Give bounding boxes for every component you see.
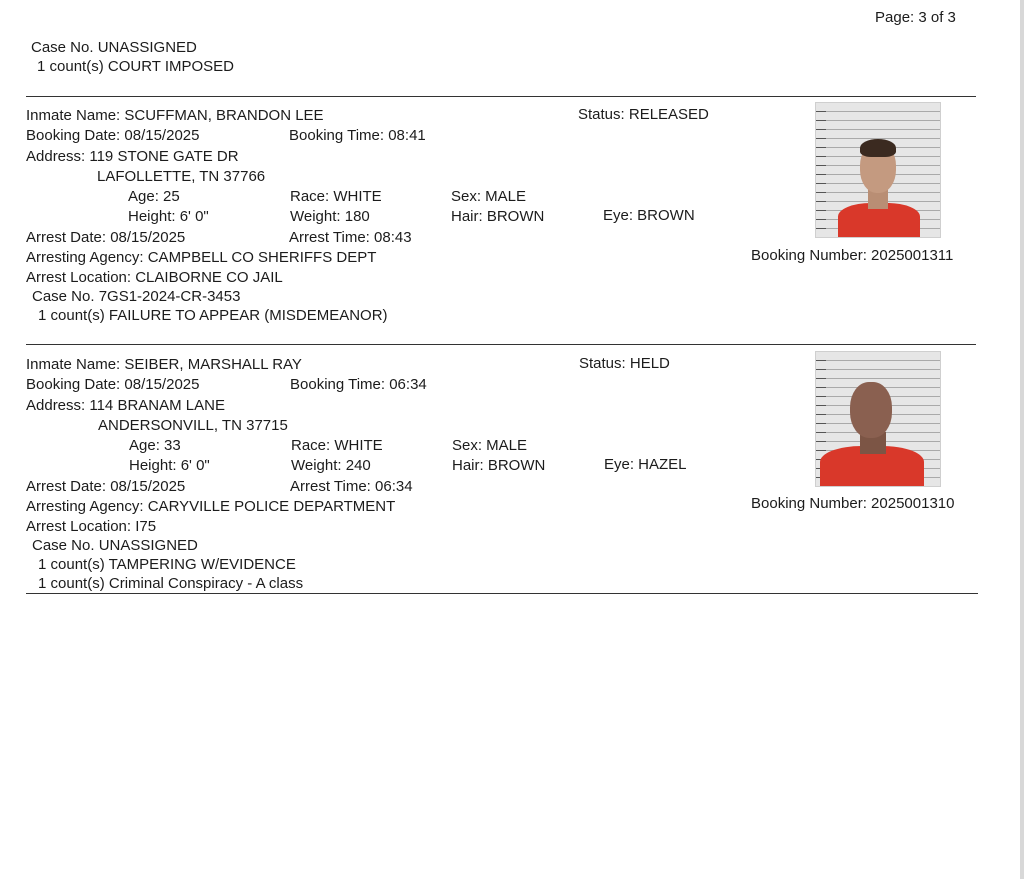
charge-count: 1 count(s) Criminal Conspiracy - A class [38, 575, 304, 592]
case-number: Case No. UNASSIGNED [31, 39, 197, 56]
height: Height: 6' 0" [129, 457, 210, 474]
address-line-2: ANDERSONVILL, TN 37715 [98, 417, 288, 434]
inmate-name: Inmate Name: SCUFFMAN, BRANDON LEE [26, 107, 324, 124]
charge-count: 1 count(s) FAILURE TO APPEAR (MISDEMEANOR) [38, 307, 388, 324]
arrest-date: Arrest Date: 08/15/2025 [26, 478, 186, 495]
age: Age: 33 [129, 437, 181, 454]
address-line-1: Address: 114 BRANAM LANE [26, 397, 225, 414]
address-line-1: Address: 119 STONE GATE DR [26, 148, 239, 165]
arrest-time: Arrest Time: 06:34 [290, 478, 413, 495]
hair: Hair: BROWN [451, 208, 545, 225]
booking-date: Booking Date: 08/15/2025 [26, 376, 200, 393]
sex: Sex: MALE [452, 437, 528, 454]
case-number: Case No. UNASSIGNED [32, 537, 198, 554]
arrest-location: Arrest Location: I75 [26, 518, 157, 535]
race: Race: WHITE [291, 437, 383, 454]
divider [26, 344, 976, 345]
charge-count: 1 count(s) TAMPERING W/EVIDENCE [38, 556, 296, 573]
arresting-agency: Arresting Agency: CARYVILLE POLICE DEPARTMENT [26, 498, 396, 515]
booking-date: Booking Date: 08/15/2025 [26, 127, 200, 144]
case-number: Case No. 7GS1-2024-CR-3453 [32, 288, 241, 305]
sex: Sex: MALE [451, 188, 527, 205]
arrest-time: Arrest Time: 08:43 [289, 229, 412, 246]
arresting-agency: Arresting Agency: CAMPBELL CO SHERIFFS DEPT [26, 249, 377, 266]
charge-count: 1 count(s) COURT IMPOSED [37, 58, 234, 75]
status: Status: HELD [579, 355, 670, 372]
booking-time: Booking Time: 06:34 [290, 376, 427, 393]
divider [26, 96, 976, 97]
arrest-date: Arrest Date: 08/15/2025 [26, 229, 186, 246]
booking-photo [815, 351, 941, 487]
eye: Eye: HAZEL [604, 456, 687, 473]
page-edge [1020, 0, 1024, 879]
booking-photo [815, 102, 941, 238]
weight: Weight: 240 [291, 457, 371, 474]
eye: Eye: BROWN [603, 207, 695, 224]
status: Status: RELEASED [578, 106, 709, 123]
booking-time: Booking Time: 08:41 [289, 127, 426, 144]
race: Race: WHITE [290, 188, 382, 205]
age: Age: 25 [128, 188, 180, 205]
hair: Hair: BROWN [452, 457, 546, 474]
page-number: Page: 3 of 3 [875, 9, 956, 26]
weight: Weight: 180 [290, 208, 370, 225]
inmate-name: Inmate Name: SEIBER, MARSHALL RAY [26, 356, 302, 373]
booking-number: Booking Number: 2025001310 [751, 495, 955, 512]
arrest-location: Arrest Location: CLAIBORNE CO JAIL [26, 269, 283, 286]
address-line-2: LAFOLLETTE, TN 37766 [97, 168, 266, 185]
booking-number: Booking Number: 2025001311 [751, 247, 954, 264]
height: Height: 6' 0" [128, 208, 209, 225]
divider [26, 593, 978, 594]
